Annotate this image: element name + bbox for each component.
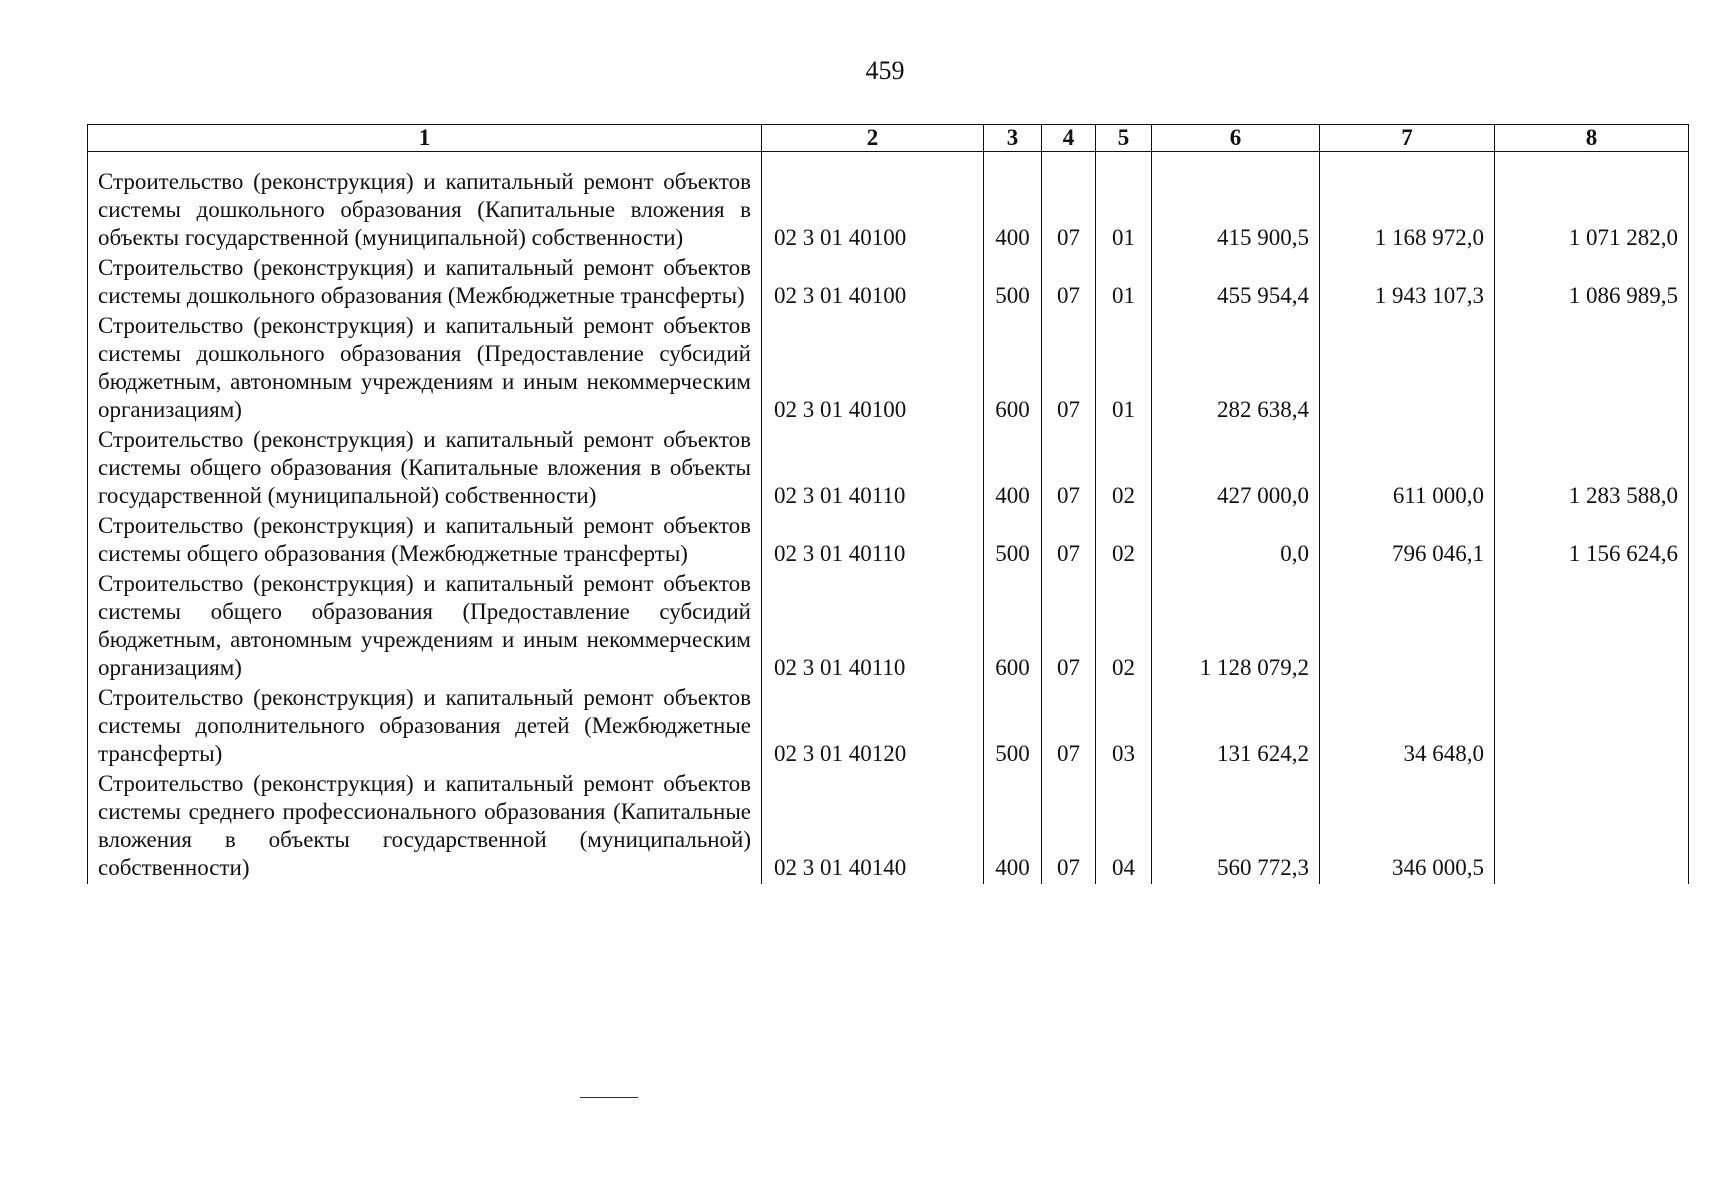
row-col6: 415 900,5 bbox=[1152, 152, 1320, 255]
header-cell-5: 5 bbox=[1096, 125, 1152, 152]
row-col3: 600 bbox=[984, 312, 1042, 426]
row-col3: 400 bbox=[984, 152, 1042, 255]
row-code: 02 3 01 40110 bbox=[762, 426, 984, 512]
row-description: Строительство (реконструкция) и капитальный ремонт объектов системы общего образования (Межбюджетные трансферты) bbox=[88, 512, 762, 570]
header-cell-8: 8 bbox=[1495, 125, 1689, 152]
row-col6: 560 772,3 bbox=[1152, 770, 1320, 884]
row-code: 02 3 01 40140 bbox=[762, 770, 984, 884]
header-cell-6: 6 bbox=[1152, 125, 1320, 152]
row-description: Строительство (реконструкция) и капитальный ремонт объектов системы общего образования (Капитальные вложения в объекты государственной (муниципальной) собственности) bbox=[88, 426, 762, 512]
header-cell-7: 7 bbox=[1320, 125, 1495, 152]
row-col5: 03 bbox=[1096, 684, 1152, 770]
row-col3: 500 bbox=[984, 512, 1042, 570]
table-row bbox=[88, 426, 1689, 512]
table-row bbox=[88, 684, 1689, 770]
header-row bbox=[88, 125, 1689, 152]
row-description: Строительство (реконструкция) и капитальный ремонт объектов системы дополнительного образования детей (Межбюджетные трансферты) bbox=[88, 684, 762, 770]
row-description: Строительство (реконструкция) и капитальный ремонт объектов системы общего образования (Предоставление субсидий бюджетным, автономным учреждениям и иным некоммерческим организациям) bbox=[88, 570, 762, 684]
row-col7: 796 046,1 bbox=[1320, 512, 1495, 570]
row-col4: 07 bbox=[1042, 512, 1096, 570]
header-cell-1: 1 bbox=[88, 125, 762, 152]
row-col5: 04 bbox=[1096, 770, 1152, 884]
row-description: Строительство (реконструкция) и капитальный ремонт объектов системы дошкольного образования (Капитальные вложения в объекты государственной (муниципальной) собственности) bbox=[88, 152, 762, 255]
header-cell-3: 3 bbox=[984, 125, 1042, 152]
row-col4: 07 bbox=[1042, 312, 1096, 426]
row-col6: 427 000,0 bbox=[1152, 426, 1320, 512]
row-col7: 34 648,0 bbox=[1320, 684, 1495, 770]
row-description: Строительство (реконструкция) и капитальный ремонт объектов системы дошкольного образования (Межбюджетные трансферты) bbox=[88, 254, 762, 312]
row-col4: 07 bbox=[1042, 684, 1096, 770]
row-col3: 600 bbox=[984, 570, 1042, 684]
table-row bbox=[88, 254, 1689, 312]
row-col7: 611 000,0 bbox=[1320, 426, 1495, 512]
row-col5: 02 bbox=[1096, 570, 1152, 684]
row-description: Строительство (реконструкция) и капитальный ремонт объектов системы среднего профессионального образования (Капитальные вложения в объекты государственной (муниципальной) собственности) bbox=[88, 770, 762, 884]
row-col4: 07 bbox=[1042, 426, 1096, 512]
footer-divider bbox=[580, 1097, 638, 1098]
row-col4: 07 bbox=[1042, 570, 1096, 684]
row-col8 bbox=[1495, 570, 1689, 684]
table-row bbox=[88, 770, 1689, 884]
row-col5: 01 bbox=[1096, 152, 1152, 255]
row-description: Строительство (реконструкция) и капитальный ремонт объектов системы дошкольного образования (Предоставление субсидий бюджетным, автономным учреждениям и иным некоммерческим организациям) bbox=[88, 312, 762, 426]
row-col5: 02 bbox=[1096, 426, 1152, 512]
row-col8: 1 156 624,6 bbox=[1495, 512, 1689, 570]
header-cell-4: 4 bbox=[1042, 125, 1096, 152]
row-col5: 01 bbox=[1096, 312, 1152, 426]
row-col4: 07 bbox=[1042, 152, 1096, 255]
row-col7 bbox=[1320, 312, 1495, 426]
row-col6: 455 954,4 bbox=[1152, 254, 1320, 312]
row-code: 02 3 01 40100 bbox=[762, 312, 984, 426]
row-col5: 01 bbox=[1096, 254, 1152, 312]
row-code: 02 3 01 40120 bbox=[762, 684, 984, 770]
row-col8 bbox=[1495, 684, 1689, 770]
row-col6: 282 638,4 bbox=[1152, 312, 1320, 426]
row-col7: 1 168 972,0 bbox=[1320, 152, 1495, 255]
row-col8: 1 283 588,0 bbox=[1495, 426, 1689, 512]
row-col6: 1 128 079,2 bbox=[1152, 570, 1320, 684]
row-col3: 500 bbox=[984, 684, 1042, 770]
row-col8: 1 071 282,0 bbox=[1495, 152, 1689, 255]
row-col5: 02 bbox=[1096, 512, 1152, 570]
row-col8 bbox=[1495, 770, 1689, 884]
row-col4: 07 bbox=[1042, 770, 1096, 884]
header-cell-2: 2 bbox=[762, 125, 984, 152]
row-col7 bbox=[1320, 570, 1495, 684]
row-col7: 1 943 107,3 bbox=[1320, 254, 1495, 312]
table-row bbox=[88, 312, 1689, 426]
page-number: 459 bbox=[865, 56, 905, 85]
row-col8 bbox=[1495, 312, 1689, 426]
table-row bbox=[88, 570, 1689, 684]
row-col4: 07 bbox=[1042, 254, 1096, 312]
row-code: 02 3 01 40110 bbox=[762, 570, 984, 684]
budget-table bbox=[87, 124, 1689, 884]
table-row bbox=[88, 512, 1689, 570]
row-col3: 400 bbox=[984, 770, 1042, 884]
row-col6: 0,0 bbox=[1152, 512, 1320, 570]
row-code: 02 3 01 40110 bbox=[762, 512, 984, 570]
row-code: 02 3 01 40100 bbox=[762, 152, 984, 255]
row-col6: 131 624,2 bbox=[1152, 684, 1320, 770]
table-row bbox=[88, 152, 1689, 255]
row-code: 02 3 01 40100 bbox=[762, 254, 984, 312]
row-col7: 346 000,5 bbox=[1320, 770, 1495, 884]
row-col3: 400 bbox=[984, 426, 1042, 512]
row-col3: 500 bbox=[984, 254, 1042, 312]
row-col8: 1 086 989,5 bbox=[1495, 254, 1689, 312]
